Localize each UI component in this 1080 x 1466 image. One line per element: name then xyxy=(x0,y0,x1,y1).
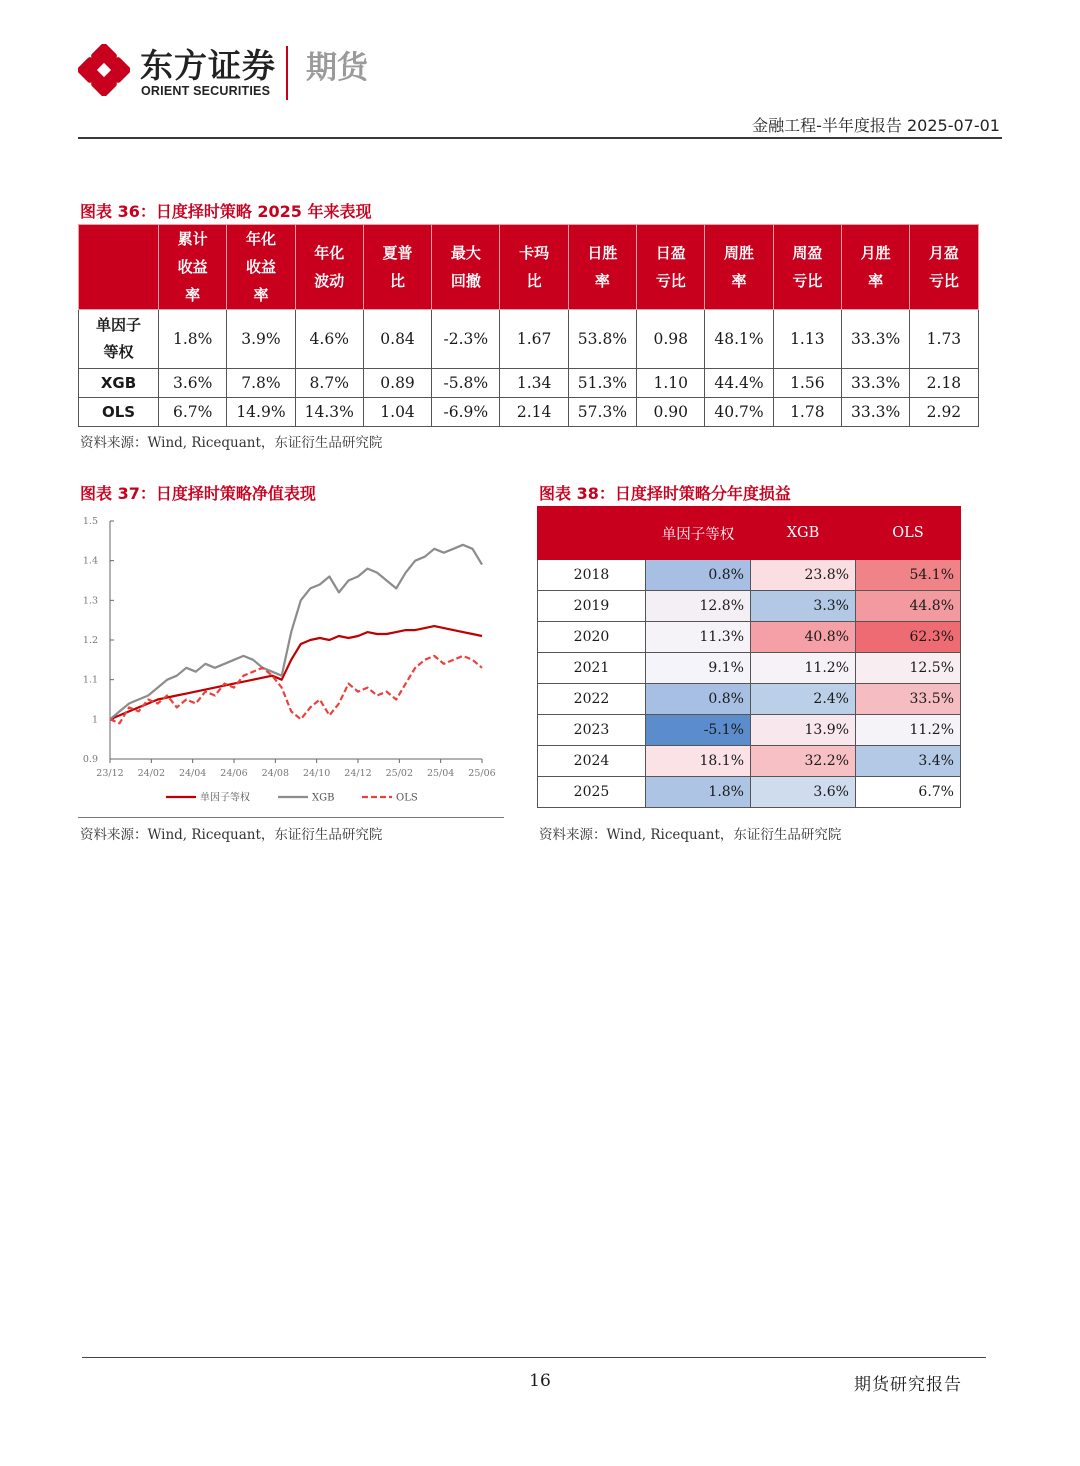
table36-cell: 3.9% xyxy=(227,310,295,369)
table36-col-header-line: 累计 xyxy=(177,230,208,248)
y-tick-label: 1.5 xyxy=(82,516,98,527)
table36-col-header xyxy=(637,225,705,310)
brand-subtitle: 期货 xyxy=(306,50,368,86)
table36-cell: -6.9% xyxy=(432,398,500,427)
x-tick-label: 24/10 xyxy=(302,768,331,779)
table36-cell: 33.3% xyxy=(841,310,909,369)
table36-col-header-line: 周胜 xyxy=(724,244,755,262)
table36-cell: 1.13 xyxy=(773,310,841,369)
table36-row-label xyxy=(79,310,159,369)
table36-row xyxy=(79,310,979,369)
table36-cell: 1.73 xyxy=(910,310,978,369)
table36-cell: 2.92 xyxy=(910,398,978,427)
table36-cell: 1.8% xyxy=(159,310,227,369)
table36-cell: 33.3% xyxy=(841,398,909,427)
x-tick-label: 24/12 xyxy=(344,768,372,779)
header-divider xyxy=(78,137,1002,139)
table38-heat-cell: 2.4% xyxy=(751,684,856,715)
table36-corner-cell xyxy=(79,225,159,310)
table36-cell: 2.14 xyxy=(500,398,568,427)
table36-col-header-line: 年化 xyxy=(245,230,276,248)
report-title-date: 金融工程-半年度报告 2025-07-01 xyxy=(752,116,1000,135)
table36-cell: 3.6% xyxy=(159,369,227,398)
table36-col-header-line: 率 xyxy=(731,272,747,290)
table38-source: 资料来源：Wind, Ricequant，东证衍生品研究院 xyxy=(539,827,842,843)
table36-cell: 2.18 xyxy=(910,369,978,398)
table36-row xyxy=(79,369,979,398)
table38-year-cell: 2023 xyxy=(538,715,646,746)
series-line-ols xyxy=(110,656,482,723)
x-tick-label: 24/02 xyxy=(137,768,166,779)
y-tick-label: 1.4 xyxy=(82,555,98,567)
table36-cell: -2.3% xyxy=(432,310,500,369)
table36-cell: 1.78 xyxy=(773,398,841,427)
table36-col-header-line: 亏比 xyxy=(792,272,823,290)
table36-col-header-line: 波动 xyxy=(314,272,345,290)
table36-col-header-line: 卡玛 xyxy=(519,244,550,262)
table38-heat-cell: 32.2% xyxy=(751,746,856,777)
orient-logo-icon xyxy=(78,44,130,96)
x-tick-label: 25/04 xyxy=(426,768,455,779)
table38-heat-cell: 9.1% xyxy=(646,653,751,684)
table36-title: 图表 36：日度择时策略 2025 年来表现 xyxy=(80,202,372,221)
table38-heat-cell: 12.8% xyxy=(646,591,751,622)
table36-cell: 14.3% xyxy=(295,398,363,427)
table38-row xyxy=(538,591,961,622)
table36-cell: 40.7% xyxy=(705,398,773,427)
table38-row xyxy=(538,715,961,746)
series-line-xgb xyxy=(110,545,482,720)
table38-col-header: 单因子等权 xyxy=(646,507,751,560)
brand-name-cn: 东方证券 xyxy=(140,46,276,85)
table38-heat-cell: 1.8% xyxy=(646,777,751,808)
table36-col-header-line: 亏比 xyxy=(655,272,686,290)
table36-col-header xyxy=(500,225,568,310)
x-tick-label: 24/04 xyxy=(178,768,207,779)
table36-cell: 57.3% xyxy=(568,398,636,427)
table36-cell: 53.8% xyxy=(568,310,636,369)
table38-year-cell: 2019 xyxy=(538,591,646,622)
table36-col-header xyxy=(910,225,978,310)
table38-corner-cell xyxy=(538,507,646,560)
table36-cell: 1.34 xyxy=(500,369,568,398)
brand-name-en: ORIENT SECURITIES xyxy=(141,84,271,98)
table36-cell: 0.89 xyxy=(363,369,431,398)
table36-col-header xyxy=(432,225,500,310)
table36-row-label-line: 等权 xyxy=(103,343,134,361)
table38-title: 图表 38：日度择时策略分年度损益 xyxy=(539,484,791,503)
table36-col-header xyxy=(159,225,227,310)
table36-col-header-line: 月胜 xyxy=(860,244,891,262)
table36-col-header xyxy=(295,225,363,310)
table38-year-cell: 2025 xyxy=(538,777,646,808)
table36-col-header-line: 最大 xyxy=(450,244,481,262)
table36-cell: 8.7% xyxy=(295,369,363,398)
legend-label: XGB xyxy=(312,792,335,804)
table36-cell: 0.98 xyxy=(637,310,705,369)
table38-year-cell: 2024 xyxy=(538,746,646,777)
table38 xyxy=(537,506,961,808)
table38-row xyxy=(538,684,961,715)
table38-row xyxy=(538,746,961,777)
page-number: 16 xyxy=(529,1371,551,1391)
table38-heat-cell: 11.2% xyxy=(751,653,856,684)
table36-cell: 33.3% xyxy=(841,369,909,398)
table36-cell: 1.56 xyxy=(773,369,841,398)
table38-heat-cell: 54.1% xyxy=(856,560,961,591)
table36-col-header-line: 率 xyxy=(594,272,610,290)
x-tick-label: 24/06 xyxy=(220,768,248,779)
table38-col-header: OLS xyxy=(856,507,961,560)
table36-col-header-line: 亏比 xyxy=(928,272,959,290)
table38-year-cell: 2020 xyxy=(538,622,646,653)
table36-col-header xyxy=(568,225,636,310)
table36-col-header-line: 率 xyxy=(185,286,201,304)
table38-heat-cell: 23.8% xyxy=(751,560,856,591)
y-tick-label: 1.3 xyxy=(82,595,98,607)
table36-row-label xyxy=(79,398,159,427)
y-tick-label: 1 xyxy=(91,714,98,726)
table36-col-header xyxy=(363,225,431,310)
table38-header-row xyxy=(538,507,961,560)
chart37-title: 图表 37：日度择时策略净值表现 xyxy=(80,484,316,503)
table36-cell: 1.04 xyxy=(363,398,431,427)
table38-heat-cell: 11.2% xyxy=(856,715,961,746)
table38-heat-cell: -5.1% xyxy=(646,715,751,746)
table38-col-header: XGB xyxy=(751,507,856,560)
series-line-单因子等权 xyxy=(110,626,482,719)
table38-heat-cell: 44.8% xyxy=(856,591,961,622)
table36-col-header-line: 收益 xyxy=(177,258,208,276)
y-tick-label: 1.1 xyxy=(82,674,98,686)
x-tick-label: 25/06 xyxy=(468,768,496,779)
x-tick-label: 24/08 xyxy=(261,768,290,779)
table36-col-header-line: 周盈 xyxy=(792,244,823,262)
table38-heat-cell: 62.3% xyxy=(856,622,961,653)
table38-heat-cell: 33.5% xyxy=(856,684,961,715)
table36-col-header-line: 比 xyxy=(390,272,406,290)
table36-col-header-line: 年化 xyxy=(314,244,345,262)
table36-col-header-line: 率 xyxy=(868,272,884,290)
table38-year-cell: 2022 xyxy=(538,684,646,715)
table36-col-header-line: 月盈 xyxy=(928,244,959,262)
table36-cell: 1.67 xyxy=(500,310,568,369)
table38-heat-cell: 12.5% xyxy=(856,653,961,684)
table36-header-row xyxy=(79,225,979,310)
table36-col-header xyxy=(227,225,295,310)
brand-divider xyxy=(286,46,288,100)
table38-heat-cell: 3.4% xyxy=(856,746,961,777)
legend-label: 单因子等权 xyxy=(200,792,250,804)
table38-year-cell: 2021 xyxy=(538,653,646,684)
table36-cell: 44.4% xyxy=(705,369,773,398)
table38-row xyxy=(538,560,961,591)
x-tick-label: 25/02 xyxy=(385,768,414,779)
table38-heat-cell: 6.7% xyxy=(856,777,961,808)
table36-col-header xyxy=(705,225,773,310)
table36-cell: 48.1% xyxy=(705,310,773,369)
table36-source: 资料来源：Wind, Ricequant，东证衍生品研究院 xyxy=(80,435,383,451)
table36-cell: -5.8% xyxy=(432,369,500,398)
table38-heat-cell: 40.8% xyxy=(751,622,856,653)
nav-line-chart xyxy=(78,505,504,810)
table36-row-label-line: XGB xyxy=(100,373,137,392)
table36-col-header-line: 日胜 xyxy=(587,244,618,262)
table36-row-label-line: 单因子 xyxy=(95,316,141,334)
table38-row xyxy=(538,777,961,808)
table38-heat-cell: 0.8% xyxy=(646,560,751,591)
chart37-source: 资料来源：Wind, Ricequant，东证衍生品研究院 xyxy=(80,827,383,843)
table36-row-label xyxy=(79,369,159,398)
y-tick-label: 0.9 xyxy=(82,754,98,765)
table36-col-header-line: 比 xyxy=(526,272,542,290)
table38-row xyxy=(538,622,961,653)
table36-cell: 51.3% xyxy=(568,369,636,398)
table38-heat-cell: 18.1% xyxy=(646,746,751,777)
table36-col-header xyxy=(773,225,841,310)
table36-cell: 6.7% xyxy=(159,398,227,427)
table36-cell: 1.10 xyxy=(637,369,705,398)
footer-report-type: 期货研究报告 xyxy=(854,1375,962,1395)
table36-col-header-line: 率 xyxy=(253,286,269,304)
table38-heat-cell: 0.8% xyxy=(646,684,751,715)
table38-heat-cell: 13.9% xyxy=(751,715,856,746)
table36-cell: 0.84 xyxy=(363,310,431,369)
table36-col-header-line: 回撤 xyxy=(450,272,481,290)
table36-row-label-line: OLS xyxy=(101,402,136,421)
table36-col-header-line: 夏普 xyxy=(382,244,413,262)
y-tick-label: 1.2 xyxy=(82,635,98,646)
table36-col-header-line: 日盈 xyxy=(655,244,686,262)
x-tick-label: 23/12 xyxy=(96,768,124,779)
table38-year-cell: 2018 xyxy=(538,560,646,591)
table36-cell: 0.90 xyxy=(637,398,705,427)
table36-cell: 14.9% xyxy=(227,398,295,427)
table38-heat-cell: 11.3% xyxy=(646,622,751,653)
table36-cell: 4.6% xyxy=(295,310,363,369)
table38-heat-cell: 3.3% xyxy=(751,591,856,622)
footer-divider xyxy=(82,1357,986,1358)
table36-cell: 7.8% xyxy=(227,369,295,398)
table36-col-header xyxy=(841,225,909,310)
table38-heat-cell: 3.6% xyxy=(751,777,856,808)
table36 xyxy=(78,224,979,427)
chart37-frame xyxy=(78,505,504,818)
table36-col-header-line: 收益 xyxy=(245,258,276,276)
legend-label: OLS xyxy=(396,792,418,804)
table36-row xyxy=(79,398,979,427)
table38-row xyxy=(538,653,961,684)
